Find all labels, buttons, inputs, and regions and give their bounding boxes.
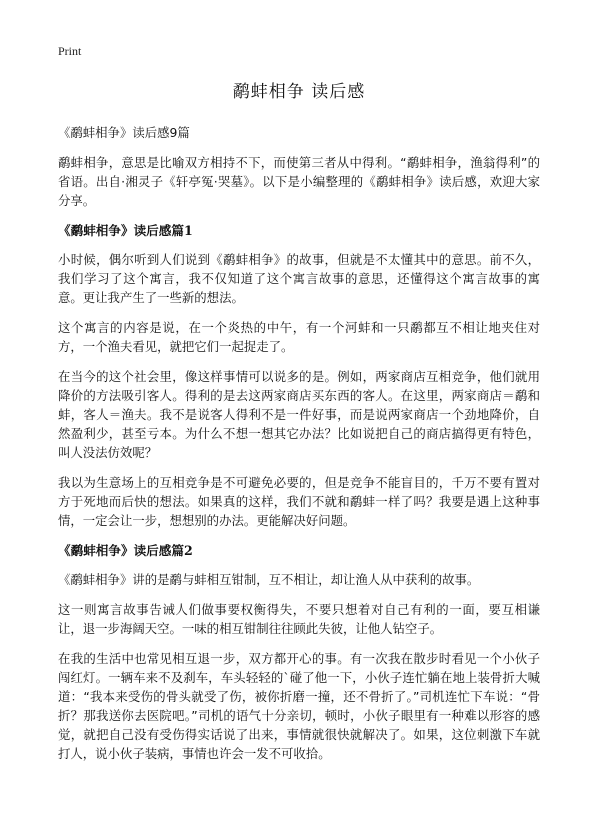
article-subtitle: 《鹬蚌相争》读后感9篇 [58,125,190,140]
section-heading: 《鹬蚌相争》读后感篇1 [58,223,193,238]
section-2 [58,541,540,763]
intro-paragraph: 鹬蚌相争，意思是比喻双方相持不下，而使第三者从中得利。“鹬蚌相争，渔翁得利”的省语。出自·湘灵子《轩亭冤·哭墓》。以下是小编整理的《鹬蚌相争》读后感，欢迎大家分享。 [58,155,540,208]
section-heading: 《鹬蚌相争》读后感篇2 [58,543,193,558]
section-paragraph: 我以为生意场上的互相竞争是不可避免必要的，但是竞争不能盲目的，千万不要有置对方于死地而后快的想法。如果真的这样，我们不就和鹬蚌一样了吗？我要是遇上这种事情，一定会让一步，想想别的办法。更能解决好问题。 [58,475,540,528]
section-1 [58,221,540,530]
section-paragraph: 这个寓言的内容是说，在一个炎热的中午，有一个河蚌和一只鹬都互不相让地夹住对方，一个渔夫看见，就把它们一起捉走了。 [58,320,540,354]
print-link[interactable]: Print [58,44,82,58]
section-paragraph: 小时候，偶尔听到人们说到《鹬蚌相争》的故事，但就是不太懂其中的意思。前不久，我们学习了这个寓言，我不仅知道了这个寓言故事的意思，还懂得这个寓言故事的寓意。更让我产生了一些新的想法。 [58,252,540,305]
section-paragraph: 《鹬蚌相争》讲的是鹬与蚌相互钳制，互不相让，却让渔人从中获利的故事。 [58,572,480,587]
section-paragraph: 这一则寓言故事告诫人们做事要权衡得失，不要只想着对自己有利的一面，要互相谦让，退一步海阔天空。一味的相互钳制往往顾此失彼，让他人钻空子。 [58,602,540,636]
section-paragraph: 在我的生活中也常见相互退一步，双方都开心的事。有一次我在散步时看见一个小伙子闯红灯。一辆车来不及刹车，车头轻轻的`碰了他一下，小伙子连忙躺在地上装骨折大喊道：“我本来受伤的骨头就受了伤，被你折磨一撞，还不骨折了。”司机连忙下车说：“骨折？那我送你去医院吧。”司机的语气十分亲切，顿时，小伙子眼里有一种难以形容的感觉，就把自己没有受伤得实话说了出来，事情就很快就解决了。如果，这位刺激下车就打人，说小伙子装病，事情也许会一发不可收拾。 [58,651,540,761]
section-paragraph: 在当今的这个社会里，像这样事情可以说多的是。例如，两家商店互相竞争，他们就用降价的方法吸引客人。得利的是去这两家商店买东西的客人。在这里，两家商店＝鹬和蚌，客人＝渔夫。我不是说客人得利不是一件好事，而是说两家商店一个劲地降价，自然盈利少，甚至亏本。为什么不想一想其它办法？比如说把自己的商店搞得更有特色，叫人没法仿效呢？ [58,369,540,460]
page-title: 鹬蚌相争 读后感 [232,82,366,102]
